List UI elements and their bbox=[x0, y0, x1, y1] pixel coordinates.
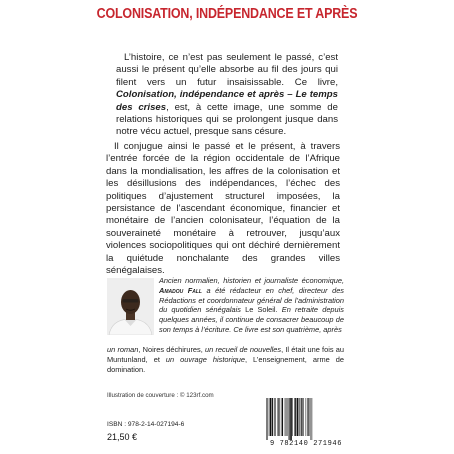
barcode-bar bbox=[281, 398, 282, 436]
price-label: 21,50 € bbox=[107, 432, 138, 442]
barcode-bar bbox=[286, 398, 287, 436]
bio-text-2: a été rédacteur en chef, directeur des Rédactions et coordonnateur général de l’administration du quotidien sénégalais bbox=[159, 285, 344, 315]
barcode-bar bbox=[301, 398, 302, 436]
barcode-bar bbox=[279, 398, 280, 436]
barcode-bar bbox=[289, 398, 290, 440]
barcode-bar bbox=[278, 398, 279, 436]
bio-work-1: un roman bbox=[107, 345, 139, 354]
barcode-bar bbox=[306, 398, 307, 436]
barcode-bars bbox=[262, 398, 350, 440]
bio-work-3: un ouvrage historique bbox=[165, 354, 245, 364]
barcode-bar bbox=[269, 398, 270, 436]
book-title: COLONISATION, INDÉPENDANCE ET APRÈS bbox=[96, 6, 358, 22]
barcode-bar bbox=[285, 398, 286, 436]
author-bio bbox=[159, 276, 344, 335]
intro-paragraph bbox=[116, 52, 338, 139]
intro-text-1: L’histoire, ce n’est pas seulement le passé, c’est aussi le présent qu’elle absorbe au fil des jours qui filent vers un futur insaisissable. Ce livre, bbox=[116, 52, 338, 88]
barcode-bar bbox=[274, 398, 275, 436]
barcode-bar bbox=[272, 398, 273, 436]
isbn-label: ISBN : 978-2-14-027194-6 bbox=[107, 421, 185, 428]
barcode-bar bbox=[275, 398, 276, 436]
author-name: Amadou Fall bbox=[159, 285, 202, 295]
bio-text-4: , Noires déchirures, bbox=[138, 345, 206, 354]
barcode-bar bbox=[312, 398, 313, 440]
barcode-bar bbox=[294, 398, 295, 436]
author-photo bbox=[107, 278, 154, 335]
barcode-bar bbox=[267, 398, 268, 440]
barcode-bar bbox=[282, 398, 283, 436]
barcode-bar bbox=[302, 398, 303, 436]
summary-paragraph: Il conjugue ainsi le passé et le présent, à travers l’entrée forcée de la région occidentale de l’Afrique dans la mondialisation, les affres de la colonisation et les désillusions des indépendances, l’échec des politiques d’ajustement structurel imposées, la persistance de l’ascendant économique, financier et monétaire de l’ancien colonisateur, l’équation de la souveraineté monétaire à retrouver, jusqu’aux violences sociopolitiques qui ont déchiré dernièrement la quiétude nonchalante des grandes villes sénégalaises. bbox=[106, 141, 340, 277]
bio-text-1: Ancien normalien, historien et journaliste économique, bbox=[159, 276, 344, 285]
bio-text-3: . En retraite depuis quelques années, il continue de consacrer beaucoup de son temps à l’écriture. Ce livre est son quatrième, après bbox=[159, 305, 344, 334]
barcode-bar bbox=[270, 398, 272, 436]
bio-work-2: un recueil de nouvelles bbox=[205, 345, 282, 354]
barcode-bar bbox=[307, 398, 308, 436]
bio-newspaper: Le Soleil bbox=[245, 305, 276, 315]
bio-text-5: , Il était une fois au Muntunland, et bbox=[107, 345, 344, 364]
barcode-bar bbox=[290, 398, 292, 440]
barcode bbox=[262, 398, 350, 450]
barcode-bar bbox=[295, 398, 296, 436]
author-portrait-illustration bbox=[107, 278, 154, 335]
barcode-bar bbox=[299, 398, 300, 436]
intro-book-title: Colonisation, indépendance et après – Le temps des crises bbox=[116, 89, 338, 113]
barcode-bar bbox=[303, 398, 304, 436]
author-works bbox=[107, 345, 344, 374]
barcode-digits: 9 782140 271946 bbox=[269, 440, 342, 448]
bio-text-6: , L’enseignement, arme de domination. bbox=[107, 354, 344, 374]
barcode-bar bbox=[287, 398, 288, 436]
barcode-bar bbox=[311, 398, 312, 440]
barcode-bar bbox=[266, 398, 267, 440]
barcode-bar bbox=[308, 398, 309, 436]
intro-text-2: , est, à cette image, une somme de relations historiques qui se prolongent jusque dans notre vécu actuel, presque sans césure. bbox=[116, 101, 338, 138]
cover-credit: Illustration de couverture : © 123rf.com bbox=[107, 392, 214, 399]
barcode-bar bbox=[292, 398, 293, 436]
barcode-bar bbox=[297, 398, 299, 436]
